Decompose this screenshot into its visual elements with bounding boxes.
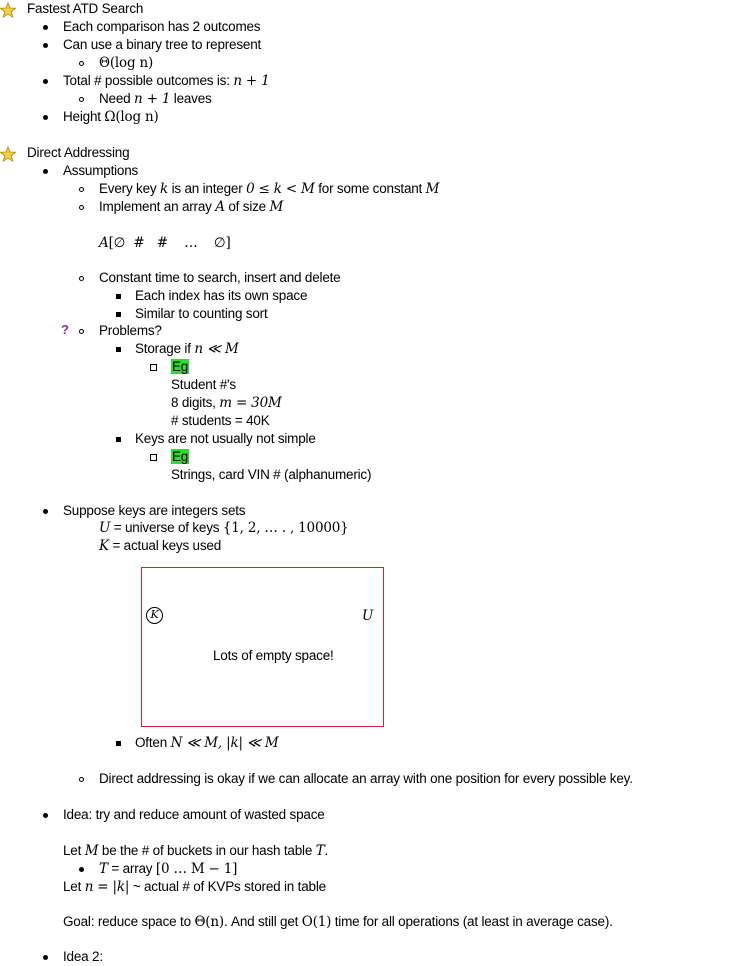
checkbox-icon xyxy=(150,454,157,461)
bullet-circle xyxy=(79,187,84,192)
bullet-dot xyxy=(43,509,48,514)
bullet-dot xyxy=(43,43,48,48)
goal-statement: Goal: reduce space to Θ(n). And still get O(1) time for all operations (at least in average case). xyxy=(63,914,613,930)
eg-students-count: # students = 40K xyxy=(171,413,270,428)
bullet-dot xyxy=(79,867,84,872)
bullet-total-outcomes: Total # possible outcomes is: n + 1 xyxy=(63,73,270,89)
bullet-dot xyxy=(43,955,48,960)
universe-label: U xyxy=(362,608,374,624)
array-diagram: A[∅ # # … ∅] xyxy=(99,235,231,251)
bullet-square xyxy=(116,294,121,299)
star-icon xyxy=(0,2,16,18)
idea-reduce-space: Idea: try and reduce amount of wasted space xyxy=(63,807,325,822)
eg-label: Eg xyxy=(172,449,189,464)
eg-8-digits: 8 digits, m = 30M xyxy=(171,395,282,411)
bullet-square xyxy=(116,741,121,746)
eg-label: Eg xyxy=(172,359,189,374)
k-circle-icon: K xyxy=(146,607,163,624)
bullet-dot xyxy=(43,813,48,818)
problems-heading: Problems? xyxy=(99,323,162,338)
bullet-square xyxy=(116,347,121,352)
bullet-circle xyxy=(79,205,84,210)
let-n-kvps: Let n = |k| ~ actual # of KVPs stored in table xyxy=(63,879,326,895)
actual-keys-definition: K = actual keys used xyxy=(99,538,222,554)
bullet-circle xyxy=(79,61,84,66)
bullet-circle xyxy=(79,329,84,334)
bullet-square xyxy=(116,312,121,317)
section-title-fastest-atd-search: Fastest ATD Search xyxy=(27,1,144,16)
bullet-need-leaves: Need n + 1 leaves xyxy=(99,91,212,107)
math-theta-log-n: Θ(log n) xyxy=(99,55,154,71)
bullet-dot xyxy=(43,79,48,84)
note-counting-sort: Similar to counting sort xyxy=(135,306,268,321)
problem-storage: Storage if n ≪ M xyxy=(135,341,239,357)
question-tag-icon: ? xyxy=(61,322,69,337)
bullet-each-comparison: Each comparison has 2 outcomes xyxy=(63,19,261,34)
let-m-buckets: Let M be the # of buckets in our hash table T. xyxy=(63,843,329,859)
bullet-circle xyxy=(79,276,84,281)
idea-2: Idea 2: xyxy=(63,949,103,964)
problem-keys-not-simple: Keys are not usually not simple xyxy=(135,431,316,446)
assumption-constant-time: Constant time to search, insert and delete xyxy=(99,270,341,285)
empty-space-label: Lots of empty space! xyxy=(213,648,334,663)
checkbox-icon xyxy=(150,364,157,371)
bullet-binary-tree: Can use a binary tree to represent xyxy=(63,37,262,52)
often-n-less-m: Often N ≪ M, |k| ≪ M xyxy=(135,735,279,751)
bullet-height: Height Ω(log n) xyxy=(63,109,159,125)
assumption-implement-array: Implement an array A of size M xyxy=(99,199,284,215)
star-icon xyxy=(0,146,16,162)
bullet-circle xyxy=(79,777,84,782)
eg-student-numbers: Student #'s xyxy=(171,377,236,392)
assumption-key-integer: Every key k is an integer 0 ≤ k < M for some constant M xyxy=(99,181,440,197)
direct-addressing-okay: Direct addressing is okay if we can allocate an array with one position for every possible key. xyxy=(99,771,633,786)
bullet-assumptions: Assumptions xyxy=(63,163,139,178)
bullet-circle xyxy=(79,97,84,102)
bullet-dot xyxy=(43,25,48,30)
section-title-direct-addressing: Direct Addressing xyxy=(27,145,130,160)
bullet-square xyxy=(116,437,121,442)
bullet-suppose-keys: Suppose keys are integers sets xyxy=(63,503,246,518)
bullet-dot xyxy=(43,115,48,120)
note-own-space: Each index has its own space xyxy=(135,288,308,303)
universe-definition: U = universe of keys {1, 2, … . , 10000} xyxy=(99,520,349,536)
t-array-definition: T = array [0 … M − 1] xyxy=(99,861,238,877)
bullet-dot xyxy=(43,169,48,174)
eg-strings-vin: Strings, card VIN # (alphanumeric) xyxy=(171,467,372,482)
